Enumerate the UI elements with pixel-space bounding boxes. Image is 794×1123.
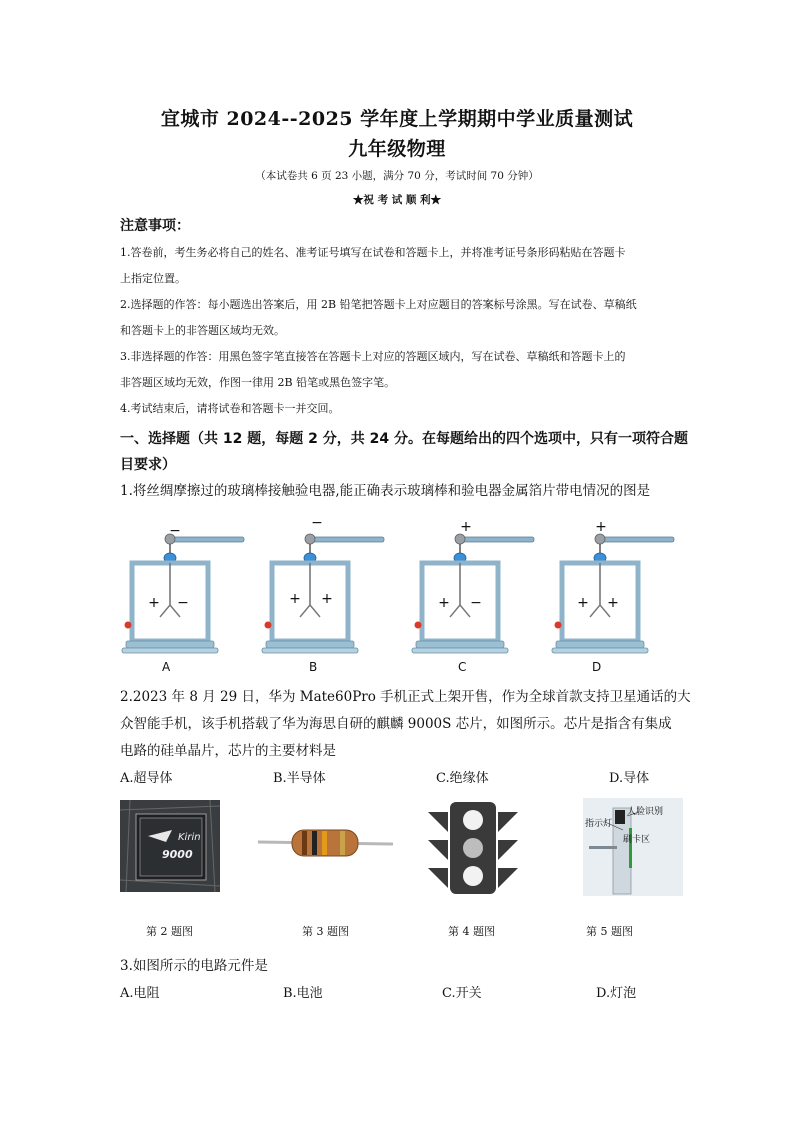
- notes-line: 4.考试结束后，请将试卷和答题卡一并交回。: [120, 402, 340, 415]
- gate-label-card: 刷卡区: [623, 835, 651, 845]
- chip-model-text: 9000: [162, 848, 193, 861]
- electroscope-figures: [110, 515, 690, 680]
- exam-title: 宜城市 2024--2025 学年度上学期期中学业质量测试: [160, 108, 634, 130]
- q3-option-b: B.电池: [283, 986, 323, 1001]
- notes-line: 非答题区域均无效，作图一律用 2B 铅笔或黑色签字笔。: [120, 376, 396, 389]
- figure-c-right-charge: −: [470, 595, 482, 611]
- question-2-line: 2.2023 年 8 月 29 日，华为 Mate60Pro 手机正式上架开售，作为全球首款支持卫星通话的大: [120, 689, 691, 705]
- figure-a-label: A: [162, 660, 171, 674]
- figure-a-rod-charge: −: [169, 523, 181, 539]
- traffic-light-image: [428, 802, 518, 894]
- q2-option-b: B.半导体: [273, 771, 326, 786]
- figure-c-left-charge: +: [438, 595, 450, 611]
- exam-info: （本试卷共 6 页 23 小题，满分 70 分，考试时间 70 分钟）: [255, 170, 539, 182]
- figure-d-left-charge: +: [577, 595, 589, 611]
- section-heading-cont: 目要求）: [120, 457, 176, 473]
- figure-a-left-charge: +: [148, 595, 160, 611]
- figure-caption: 第 3 题图: [302, 925, 349, 938]
- figure-b-left-charge: +: [289, 591, 301, 607]
- notes-heading: 注意事项：: [120, 218, 190, 234]
- figure-c-rod-charge: +: [460, 519, 472, 535]
- gate-label-face: 人脸识别: [627, 807, 664, 817]
- section-heading: 一、选择题（共 12 题，每题 2 分，共 24 分。在每题给出的四个选项中，只有一项符合题: [120, 431, 688, 447]
- turnstile-gate-image: [583, 798, 683, 896]
- resistor-image: [258, 820, 393, 866]
- gate-label-indicator: 指示灯: [585, 819, 613, 829]
- q3-option-c: C.开关: [442, 986, 482, 1001]
- chip-brand-text: Kirin: [178, 832, 201, 843]
- q2-option-a: A.超导体: [120, 771, 173, 786]
- figure-c-label: C: [458, 660, 467, 674]
- q3-option-a: A.电阻: [120, 986, 160, 1001]
- figure-d-label: D: [592, 660, 602, 674]
- figure-b-rod-charge: −: [311, 515, 323, 531]
- question-1-text: 1.将丝绸摩擦过的玻璃棒接触验电器,能正确表示玻璃棒和验电器金属箔片带电情况的图是: [120, 483, 651, 499]
- notes-line: 和答题卡上的非答题区域均无效。: [120, 324, 285, 337]
- question-2-line: 众智能手机，该手机搭载了华为海思自研的麒麟 9000S 芯片，如图所示。芯片是指含有集成: [120, 716, 672, 732]
- figure-a-right-charge: −: [177, 595, 189, 611]
- exam-subject: 九年级物理: [348, 138, 446, 160]
- q2-option-d: D.导体: [609, 771, 650, 786]
- figure-b-label: B: [309, 660, 318, 674]
- q2-option-c: C.绝缘体: [436, 771, 489, 786]
- figure-caption: 第 5 题图: [586, 925, 633, 938]
- figure-d-right-charge: +: [607, 595, 619, 611]
- figure-b-right-charge: +: [321, 591, 333, 607]
- notes-line: 2.选择题的作答：每小题选出答案后，用 2B 铅笔把答题卡上对应题目的答案标号涂黑。写在试卷、草稿纸: [120, 298, 637, 311]
- notes-line: 3.非选择题的作答：用黑色签字笔直接答在答题卡上对应的答题区域内，写在试卷、草稿纸和答题卡上的: [120, 350, 626, 363]
- exam-wish: ★祝 考 试 顺 利★: [352, 194, 442, 206]
- notes-line: 上指定位置。: [120, 272, 186, 285]
- q3-option-d: D.灯泡: [596, 986, 637, 1001]
- question-3-text: 3.如图所示的电路元件是: [120, 958, 268, 974]
- figure-caption: 第 4 题图: [448, 925, 495, 938]
- figure-caption: 第 2 题图: [146, 925, 193, 938]
- question-2-line: 电路的硅单晶片，芯片的主要材料是: [120, 743, 336, 759]
- notes-line: 1.答卷前，考生务必将自己的姓名、准考证号填写在试卷和答题卡上，并将准考证号条形码粘贴在答题卡: [120, 246, 626, 259]
- chip-image: [120, 800, 220, 892]
- figure-d-rod-charge: +: [595, 519, 607, 535]
